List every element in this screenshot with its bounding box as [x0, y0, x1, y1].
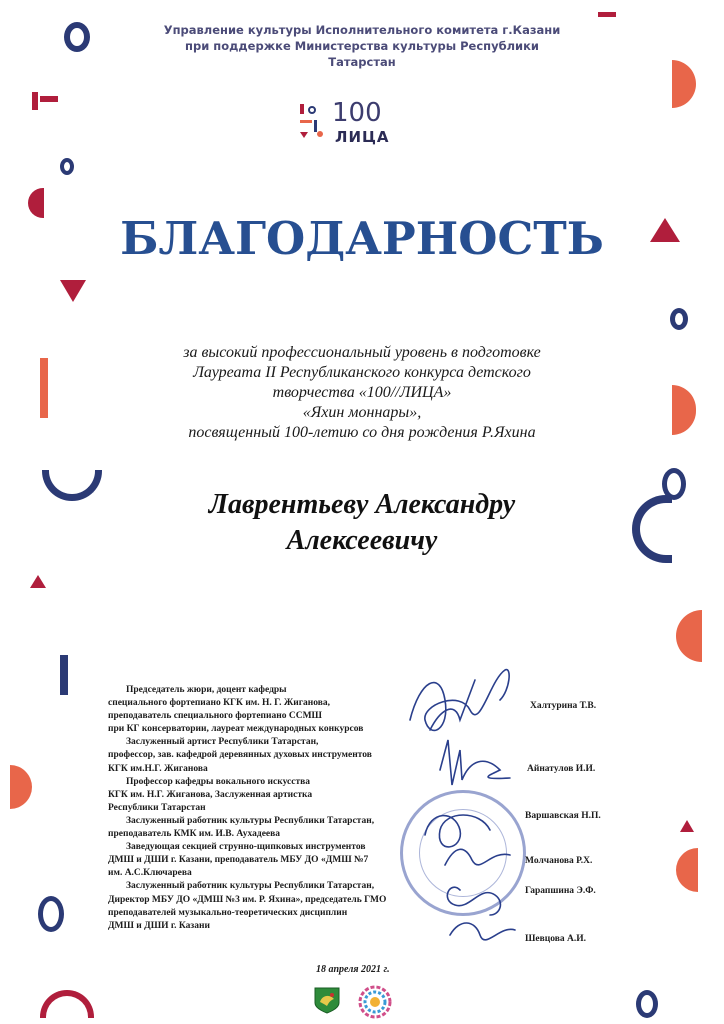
recipient-name: [100, 487, 624, 559]
jury-line: КГК им. Н.Г. Жиганова, Заслуженная артистка: [108, 789, 313, 800]
jury-line: им. А.С.Ключарева: [108, 868, 192, 879]
deco-bar: [60, 655, 68, 695]
logo-number: 100: [332, 98, 382, 128]
jury-line: Председатель жюри, доцент кафедры: [126, 685, 287, 695]
jury-line: ДМШ и ДШИ г. Казани: [108, 920, 210, 931]
jury-line: преподавателей музыкально-теоретических дисциплин: [108, 907, 348, 918]
deco-bar: [40, 96, 58, 102]
reason-line: Лауреата II Республиканского конкурса детского: [193, 364, 531, 381]
deco-half-circle: [676, 610, 702, 662]
deco-half-ring: [42, 470, 102, 501]
contest-logo: [296, 100, 406, 150]
deco-triangle: [60, 280, 86, 302]
jury-name: Айнатулов И.И.: [527, 764, 596, 774]
jury-line: профессор, зав. кафедрой деревянных духовых инструментов: [108, 750, 372, 761]
deco-ring: [60, 158, 74, 175]
deco-triangle: [680, 820, 694, 832]
festival-emblem-icon: [358, 985, 392, 1019]
jury-line: Республики Татарстан: [108, 802, 206, 813]
deco-half-circle: [10, 765, 32, 809]
reason-line: посвященный 100-летию со дня рождения Р.Яхина: [188, 424, 536, 441]
jury-name: Халтурина Т.В.: [530, 701, 597, 711]
jury-line: специального фортепиано КГК им. Н. Г. Жиганова,: [108, 698, 331, 709]
jury-line: Директор МБУ ДО «ДМШ №3 им. Р. Яхина», председатель ГМО: [108, 894, 387, 905]
reason-line: творчества «100//ЛИЦА»: [272, 384, 452, 401]
reason-line: за высокий профессиональный уровень в подготовке: [183, 344, 541, 361]
deco-ring: [636, 990, 658, 1018]
header-line: Татарстан: [328, 55, 396, 69]
header-line: Управление культуры Исполнительного комитета г.Казани: [163, 23, 561, 37]
logo-word: ЛИЦА: [335, 128, 390, 146]
recipient-line: Лаврентьеву Александру: [208, 489, 516, 520]
page-title: БЛАГОДАРНОСТЬ: [120, 212, 604, 265]
jury-name: Шевцова А.И.: [525, 934, 587, 944]
jury-line: преподаватель специального фортепиано ССМШ: [108, 711, 322, 722]
deco-half-circle: [676, 848, 698, 892]
city-emblem-icon: [312, 985, 342, 1015]
jury-name: Гарапшина Э.Ф.: [525, 886, 596, 896]
logo-mark-icon: [296, 100, 332, 148]
deco-ring: [64, 22, 90, 52]
issue-date: 18 апреля 2021 г.: [316, 964, 390, 975]
award-reason: [120, 343, 604, 443]
deco-bar: [598, 12, 616, 17]
recipient-line: Алексеевичу: [286, 525, 438, 556]
deco-half-ring: [632, 495, 672, 563]
deco-ring: [670, 308, 688, 330]
reason-line: «Яхин моннары»,: [302, 404, 422, 421]
deco-half-circle: [672, 60, 696, 108]
jury-line: Профессор кафедры вокального искусства: [126, 776, 311, 787]
jury-line: КГК им.Н.Г. Жиганова: [108, 763, 208, 774]
jury-name: Молчанова Р.Х.: [525, 856, 593, 866]
deco-triangle: [30, 575, 46, 588]
jury-line: Заслуженный работник культуры Республики Татарстан,: [126, 881, 375, 892]
deco-half-ring: [40, 990, 94, 1018]
jury-line: преподаватель КМК им. И.В. Аухадеева: [108, 829, 281, 840]
jury-line: Заведующая секцией струнно-щипковых инструментов: [126, 842, 366, 853]
deco-half-circle: [672, 385, 696, 435]
deco-bar: [40, 358, 48, 418]
jury-line: ДМШ и ДШИ г. Казани, преподаватель МБУ ДО «ДМШ №7: [108, 855, 369, 866]
jury-line: Заслуженный работник культуры Республики Татарстан,: [126, 815, 375, 826]
deco-bar: [32, 92, 38, 110]
jury-name: Варшавская Н.П.: [525, 811, 601, 821]
organizer-header: [150, 22, 574, 70]
jury-line: при КГ консерватории, лауреат международных конкурсов: [108, 724, 364, 735]
header-line: при поддержке Министерства культуры Республики: [185, 39, 539, 53]
jury-line: Заслуженный артист Республики Татарстан,: [126, 737, 319, 748]
deco-ring: [38, 896, 64, 932]
